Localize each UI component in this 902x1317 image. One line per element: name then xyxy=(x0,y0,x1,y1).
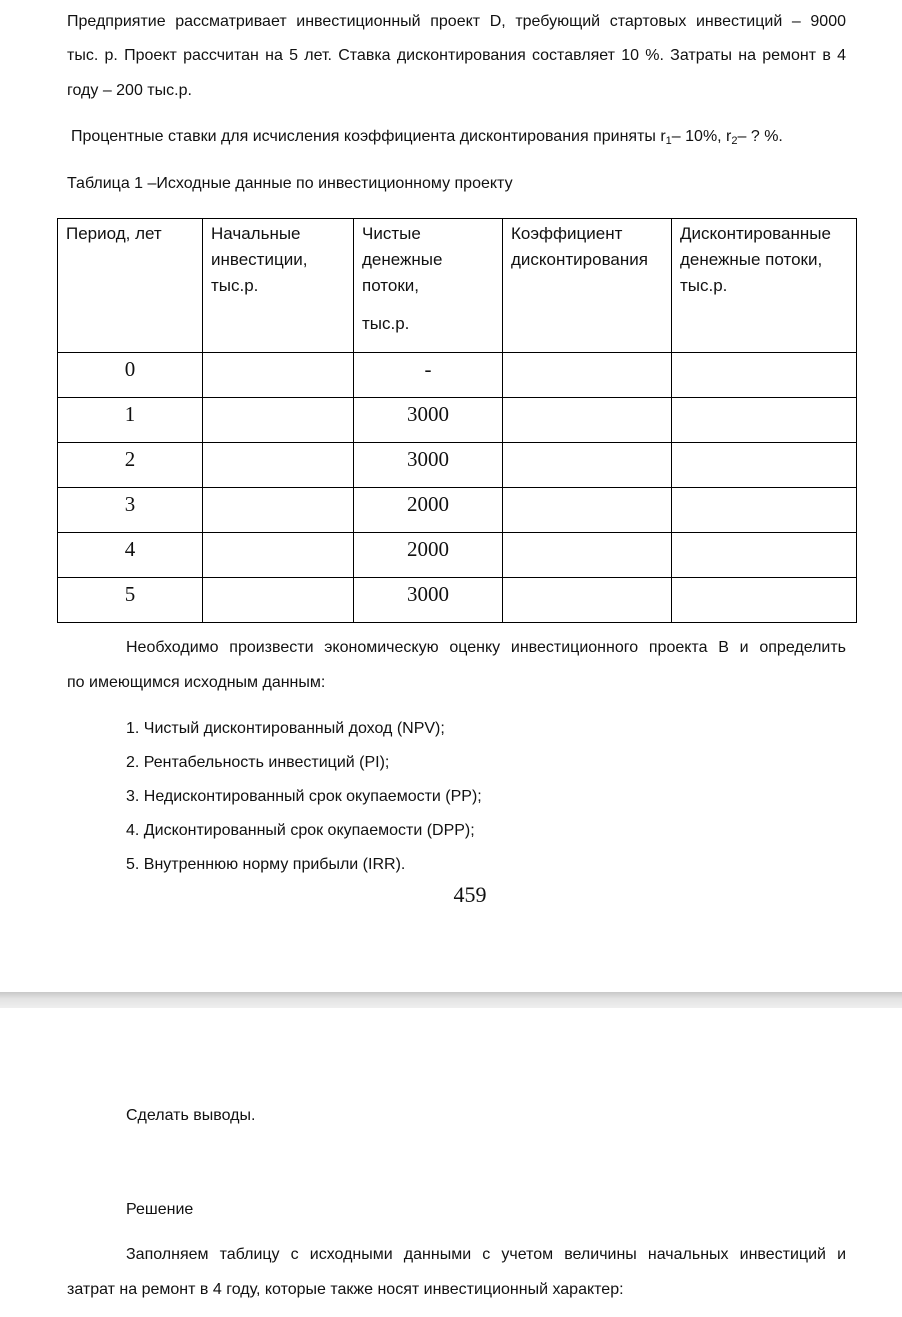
cell-period: 0 xyxy=(58,353,203,398)
solution-heading: Решение xyxy=(126,1201,194,1218)
list-item: 4. Дисконтированный срок окупаемости (DPP); xyxy=(126,822,475,839)
header-period: Период, лет xyxy=(58,219,203,353)
cell-initial-investment xyxy=(203,533,354,578)
table-header-row xyxy=(58,219,857,353)
cell-discount-factor xyxy=(503,578,672,623)
rates-suffix: – ? %. xyxy=(737,128,783,145)
cell-cash-flow: 2000 xyxy=(354,488,503,533)
cell-period: 5 xyxy=(58,578,203,623)
cell-period: 2 xyxy=(58,443,203,488)
cell-discount-factor xyxy=(503,533,672,578)
cell-initial-investment xyxy=(203,578,354,623)
cell-discounted-flow xyxy=(672,488,857,533)
rates-prefix: Процентные ставки для исчисления коэффициента дисконтирования приняты r xyxy=(71,128,666,145)
rate-subscript-2: 2 xyxy=(731,135,738,147)
document-page-2 xyxy=(0,1008,902,1317)
cell-period: 4 xyxy=(58,533,203,578)
cell-discount-factor xyxy=(503,488,672,533)
cell-discounted-flow xyxy=(672,578,857,623)
table-row xyxy=(58,443,857,488)
task-line-2: по имеющимся исходным данным: xyxy=(67,674,326,691)
page-number: 459 xyxy=(453,882,487,907)
header-net-cash-flows: Чистые денежные потоки, тыс.р. xyxy=(354,219,503,353)
table-row xyxy=(58,353,857,398)
cell-cash-flow: 3000 xyxy=(354,443,503,488)
rates-middle: – 10%, r xyxy=(671,128,732,145)
solution-line-1: Заполняем таблицу с исходными данными с учетом величины начальных инвестиций и xyxy=(126,1246,846,1263)
cell-cash-flow: - xyxy=(354,353,503,398)
header-discount-factor: Коэффициент дисконтирования xyxy=(503,219,672,353)
table-caption: Таблица 1 –Исходные данные по инвестиционному проекту xyxy=(67,175,513,192)
cell-discounted-flow xyxy=(672,398,857,443)
intro-line-1: Предприятие рассматривает инвестиционный проект D, требующий стартовых инвестиций – 9000 xyxy=(67,13,846,30)
header-discounted-flows: Дисконтированные денежные потоки, тыс.р. xyxy=(672,219,857,353)
solution-line-2: затрат на ремонт в 4 году, которые также носят инвестиционный характер: xyxy=(67,1281,624,1298)
table-row xyxy=(58,578,857,623)
cell-discounted-flow xyxy=(672,443,857,488)
cell-initial-investment xyxy=(203,443,354,488)
cell-discount-factor xyxy=(503,353,672,398)
table-row xyxy=(58,533,857,578)
list-item: 3. Недисконтированный срок окупаемости (PP); xyxy=(126,788,482,805)
cell-cash-flow: 3000 xyxy=(354,398,503,443)
header-initial-investment: Начальные инвестиции, тыс.р. xyxy=(203,219,354,353)
cell-period: 3 xyxy=(58,488,203,533)
list-item: 1. Чистый дисконтированный доход (NPV); xyxy=(126,720,445,737)
cell-discounted-flow xyxy=(672,533,857,578)
cell-initial-investment xyxy=(203,353,354,398)
task-line-1: Необходимо произвести экономическую оценку инвестиционного проекта В и определить xyxy=(126,639,846,656)
intro-line-3: году – 200 тыс.р. xyxy=(67,82,192,99)
cell-discount-factor xyxy=(503,443,672,488)
conclusions-text: Сделать выводы. xyxy=(126,1107,256,1124)
cell-initial-investment xyxy=(203,398,354,443)
list-item: 5. Внутреннюю норму прибыли (IRR). xyxy=(126,856,406,873)
cell-cash-flow: 2000 xyxy=(354,533,503,578)
cell-period: 1 xyxy=(58,398,203,443)
table-row xyxy=(58,488,857,533)
cell-discounted-flow xyxy=(672,353,857,398)
list-item: 2. Рентабельность инвестиций (PI); xyxy=(126,754,390,771)
investment-data-table xyxy=(57,218,857,623)
cell-initial-investment xyxy=(203,488,354,533)
page-separator xyxy=(0,992,902,1008)
cell-discount-factor xyxy=(503,398,672,443)
intro-line-2: тыс. р. Проект рассчитан на 5 лет. Ставка дисконтирования составляет 10 %. Затраты на ремонт в 4 xyxy=(67,47,846,64)
discount-rates-line xyxy=(71,127,783,151)
task-list xyxy=(126,719,482,889)
table-row xyxy=(58,398,857,443)
cell-cash-flow: 3000 xyxy=(354,578,503,623)
rate-subscript-1: 1 xyxy=(665,135,672,147)
